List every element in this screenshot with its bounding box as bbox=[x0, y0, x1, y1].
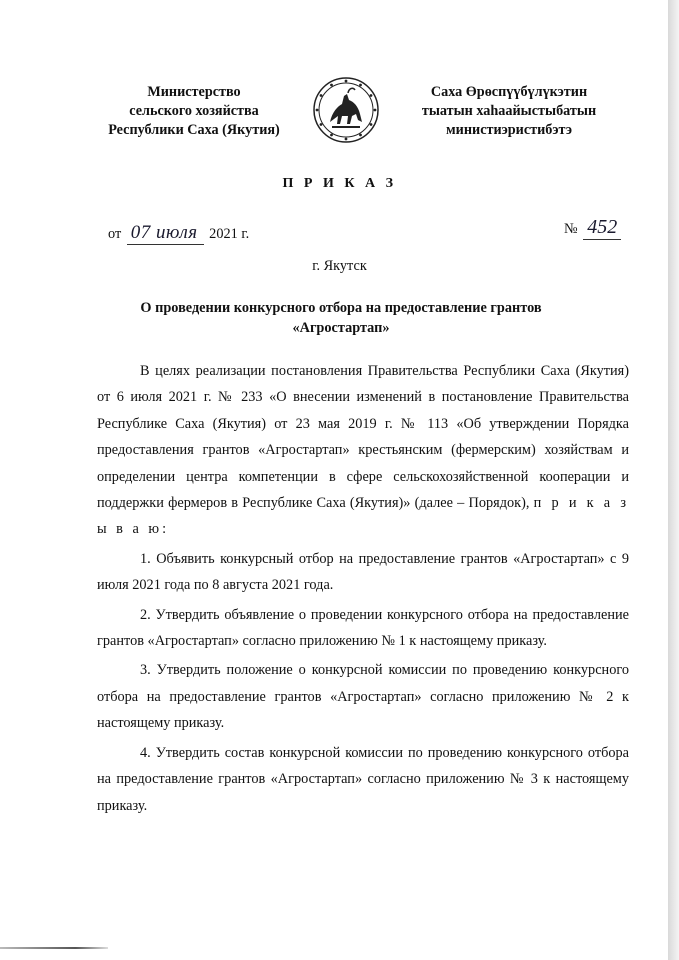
scan-edge-mark bbox=[0, 947, 108, 949]
preamble-paragraph bbox=[97, 358, 629, 543]
header-left-line: Республики Саха (Якутия) bbox=[108, 122, 280, 138]
document-title: П Р И К А З bbox=[282, 176, 397, 191]
order-number bbox=[564, 216, 621, 240]
order-body bbox=[97, 358, 629, 819]
header-right-line: министиэристибэтэ bbox=[446, 122, 572, 138]
header-right-line: тыатын хаһаайыстыбатын bbox=[421, 103, 597, 119]
order-subject: О проведении конкурсного отбора на предоставление грантов «Агростартап» bbox=[140, 300, 542, 336]
city-name: г. Якутск bbox=[312, 258, 367, 274]
order-item: 2. Утвердить объявление о проведении конкурсного отбора на предоставление грантов «Агростартап» согласно приложению № 1 к настоящему приказу. bbox=[97, 606, 629, 650]
header-left-line: сельского хозяйства bbox=[129, 103, 259, 119]
order-item: 3. Утвердить положение о конкурсной комиссии по проведению конкурсного отбора на предоставление грантов «Агростартап» согласно приложению № 2 к настоящему приказу. bbox=[97, 662, 629, 732]
ministry-name-yakut bbox=[400, 83, 618, 140]
number-sign: № bbox=[564, 221, 578, 237]
handwritten-number: 452 bbox=[583, 216, 621, 240]
header-right-line: Саха Өрөспүүбүлүкэтин bbox=[430, 84, 588, 100]
coat-of-arms-emblem bbox=[312, 76, 380, 144]
date-year: 2021 г. bbox=[209, 226, 250, 242]
handwritten-date: 07 июля bbox=[127, 222, 204, 245]
order-date bbox=[108, 222, 249, 245]
order-item: 1. Объявить конкурсный отбор на предоставление грантов «Агростартап» с 9 июля 2021 года по 8 августа 2021 года. bbox=[97, 550, 629, 594]
page-edge-shadow bbox=[668, 0, 679, 960]
date-prefix: от bbox=[108, 226, 122, 242]
order-word: п р и к а з ы в а ю: bbox=[97, 495, 629, 538]
preamble-text: В целях реализации постановления Правительства Республики Саха (Якутия) от 6 июля 2021 г. № 233 «О внесении изменений в постановление Правительства Республике Саха (Якутия) от 23 мая 2019 г. № 113 «Об утверждении Порядка предоставления грантов «Агростартап» крестьянским (фермерским) хозяйствам и определении центра компетенции в сфере сельскохозяйственной кооперации и поддержки фермеров в Республике Саха (Якутия)» (далее – Порядок), bbox=[97, 363, 629, 512]
order-item: 4. Утвердить состав конкурсной комиссии по проведению конкурсного отбора на предоставление грантов «Агростартап» согласно приложению № 3 к настоящему приказу. bbox=[97, 744, 629, 814]
header-left-line: Министерство bbox=[147, 84, 241, 100]
ministry-name-russian bbox=[88, 83, 300, 140]
